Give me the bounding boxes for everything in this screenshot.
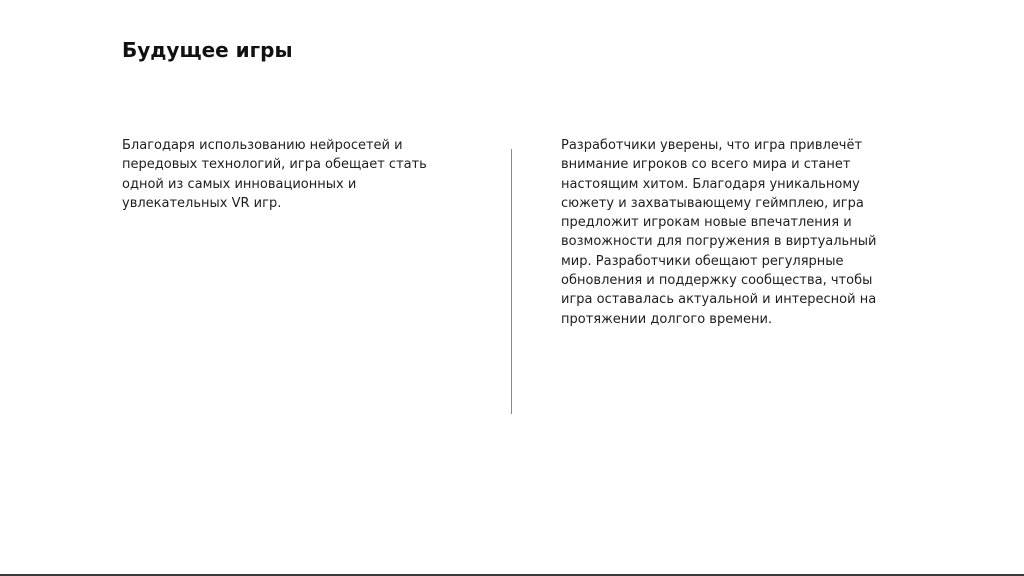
right-column-text: Разработчики уверены, что игра привлечёт внимание игроков со всего мира и станет настоящим хитом. Благодаря уникальному сюжету и захватывающему геймплею, игра предложит игрокам новые впечатления и возможности для погружения в виртуальный мир. Разработчики обещают регулярные обновления и поддержку сообщества, чтобы игра оставалась актуальной и интересной на протяжении долгого времени. — [561, 138, 877, 327]
left-column-text: Благодаря использованию нейросетей и передовых технологий, игра обещает стать одной из самых инновационных и увлекательных VR игр. — [122, 138, 427, 211]
column-divider — [511, 149, 512, 414]
slide-title: Будущее игры — [122, 38, 293, 62]
